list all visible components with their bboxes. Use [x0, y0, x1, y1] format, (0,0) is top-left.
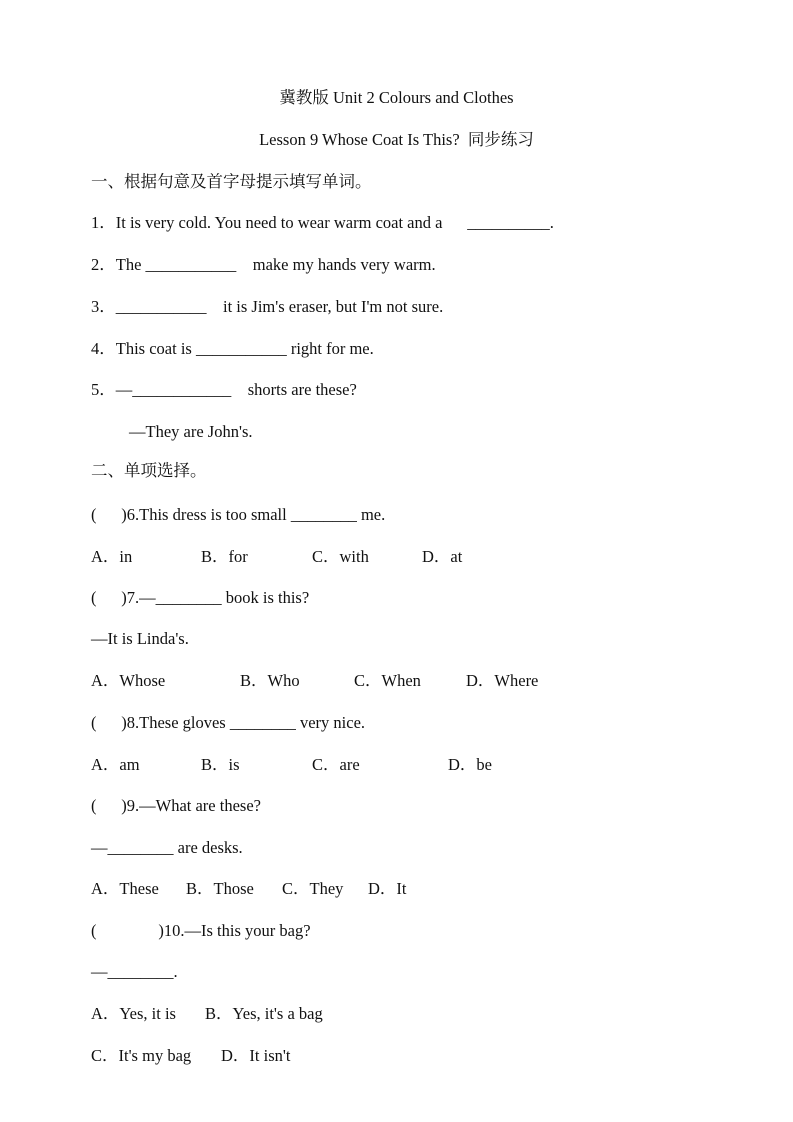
option-c: C．are	[312, 755, 360, 774]
question-4	[91, 339, 374, 359]
option-b: B．Those	[186, 879, 254, 898]
section2-heading: 二、单项选择。	[91, 461, 207, 480]
option-b: B．Who	[240, 671, 300, 690]
page-subtitle: Lesson 9 Whose Coat Is This? 同步练习	[259, 130, 534, 149]
option-a: A．in	[91, 547, 133, 566]
question-7: ( )7.—________ book is this?	[91, 588, 310, 607]
option-d: D．It isn't	[221, 1046, 291, 1065]
option-a: A．These	[91, 879, 159, 898]
option-d: D．at	[422, 547, 463, 566]
option-d: D．It	[368, 879, 407, 898]
question-number: 3．	[91, 297, 116, 316]
option-b: B．Yes, it's a bag	[205, 1004, 323, 1023]
option-c: C．When	[354, 671, 421, 690]
question-number: 4．	[91, 339, 116, 358]
question-9-reply: —________ are desks.	[91, 838, 243, 857]
question-8: ( )8.These gloves ________ very nice.	[91, 713, 366, 732]
option-a: A．Whose	[91, 671, 166, 690]
question-1	[91, 213, 554, 233]
question-6: ( )6.This dress is too small ________ me.	[91, 505, 386, 524]
option-d: D．be	[448, 755, 492, 774]
question-5-answer: —They are John's.	[129, 422, 253, 441]
question-2	[91, 255, 436, 275]
option-a: A．Yes, it is	[91, 1004, 176, 1023]
question-text: This coat is ___________ right for me.	[115, 339, 374, 358]
option-c: C．It's my bag	[91, 1046, 192, 1065]
question-text: ___________ it is Jim's eraser, but I'm not sure.	[115, 297, 444, 316]
option-c: C．with	[312, 547, 369, 566]
question-number: 1．	[91, 213, 116, 232]
question-text: It is very cold. You need to wear warm coat and a __________.	[115, 213, 554, 232]
option-c: C．They	[282, 879, 344, 898]
page-title: 冀教版 Unit 2 Colours and Clothes	[279, 88, 514, 107]
question-text: —____________ shorts are these?	[115, 380, 357, 399]
question-number: 2．	[91, 255, 116, 274]
question-5	[91, 380, 357, 400]
question-7-reply: —It is Linda's.	[91, 629, 189, 648]
question-10-reply: —________.	[91, 962, 178, 981]
question-9: ( )9.—What are these?	[91, 796, 261, 815]
question-text: The ___________ make my hands very warm.	[115, 255, 436, 274]
question-number: 5．	[91, 380, 116, 399]
option-d: D．Where	[466, 671, 539, 690]
option-a: A．am	[91, 755, 140, 774]
option-b: B．for	[201, 547, 248, 566]
option-b: B．is	[201, 755, 240, 774]
question-3	[91, 297, 443, 317]
section1-heading: 一、根据句意及首字母提示填写单词。	[91, 172, 372, 191]
question-10: ( )10.—Is this your bag?	[91, 921, 311, 940]
